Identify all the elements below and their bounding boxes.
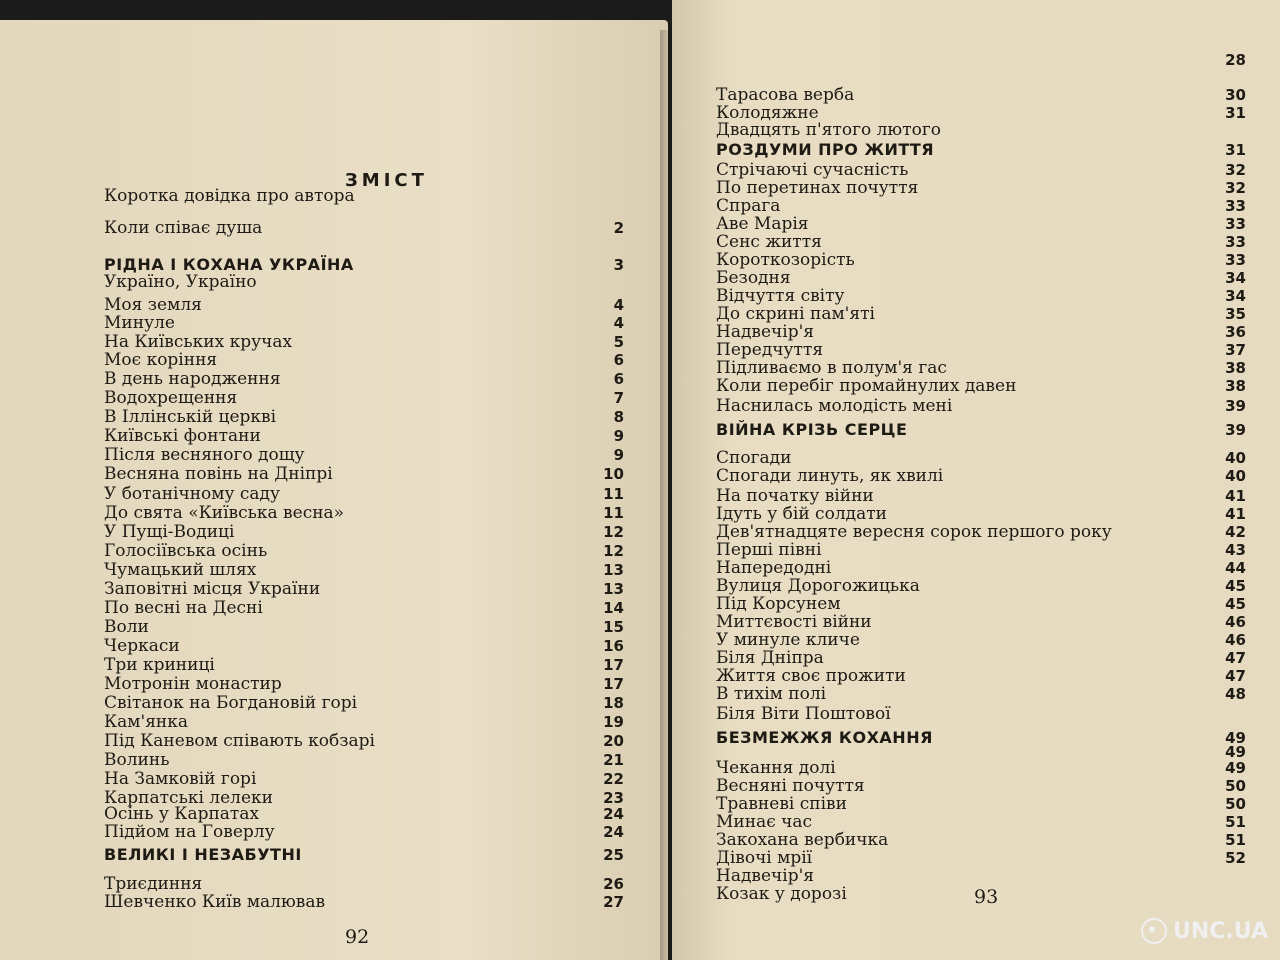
toc-entry [104, 369, 624, 389]
entry-title: Колодяжне [716, 103, 819, 123]
toc-entry [716, 576, 1246, 596]
entry-page-number: 40 [1225, 449, 1246, 467]
entry-title: Чумацький шлях [104, 560, 257, 580]
entry-page-number: 13 [603, 561, 624, 579]
toc-entry [104, 503, 624, 523]
toc-entry [104, 598, 624, 618]
toc-entry [716, 466, 1246, 486]
entry-page-number: 40 [1225, 467, 1246, 485]
toc-entry [716, 866, 1246, 886]
entry-page-number: 33 [1225, 251, 1246, 269]
entry-page-number: 6 [613, 370, 624, 388]
toc-entry [716, 268, 1246, 288]
entry-title: Минуле [104, 313, 175, 333]
entry-page-number: 33 [1225, 215, 1246, 233]
toc-entry [104, 218, 624, 238]
entry-page-number: 14 [603, 599, 624, 617]
entry-title: В тихім полі [716, 684, 827, 704]
entry-title: На Київських кручах [104, 332, 293, 352]
entry-page-number: 22 [603, 770, 624, 788]
entry-page-number: 45 [1225, 595, 1246, 613]
toc-entry [104, 892, 624, 912]
watermark [1141, 918, 1268, 944]
entry-title: Голосіївська осінь [104, 541, 268, 561]
entry-title: Життя своє прожити [716, 666, 906, 686]
entry-page-number: 27 [603, 893, 624, 911]
toc-entry [104, 186, 624, 206]
toc-entry [104, 579, 624, 599]
entry-page-number: 31 [1225, 104, 1246, 122]
entry-page-number: 32 [1225, 179, 1246, 197]
toc-entry [716, 376, 1246, 396]
entry-page-number: 37 [1225, 341, 1246, 359]
entry-title: Весняні почуття [716, 776, 865, 796]
entry-page-number: 25 [603, 846, 624, 864]
entry-title: Черкаси [104, 636, 180, 656]
toc-entry [716, 486, 1246, 506]
toc-entry [716, 322, 1246, 342]
entry-title: Аве Марія [716, 214, 809, 234]
entry-title: Сенс життя [716, 232, 822, 252]
toc-entry [716, 758, 1246, 778]
entry-page-number: 5 [613, 333, 624, 351]
toc-entry [716, 286, 1246, 306]
entry-page-number: 11 [603, 485, 624, 503]
entry-page-number: 17 [603, 675, 624, 693]
entry-page-number: 6 [613, 351, 624, 369]
entry-page-number: 44 [1225, 559, 1246, 577]
entry-page-number: 9 [613, 446, 624, 464]
toc-entry [716, 594, 1246, 614]
entry-page-number: 36 [1225, 323, 1246, 341]
toc-entry [104, 636, 624, 656]
entry-title: Карпатські лелеки [104, 788, 273, 808]
toc-entry [104, 769, 624, 789]
toc-entry [104, 407, 624, 427]
entry-title: Київські фонтани [104, 426, 261, 446]
toc-entry [716, 178, 1246, 198]
section-heading [716, 140, 1246, 160]
entry-title: Моя земля [104, 295, 202, 315]
toc-entry [104, 674, 624, 694]
entry-page-number: 30 [1225, 86, 1246, 104]
entry-title: Закохана вербичка [716, 830, 889, 850]
left-page-number: 92 [345, 926, 370, 948]
entry-page-number: 49 [1225, 759, 1246, 777]
toc-entry [716, 214, 1246, 234]
entry-title: Двадцять п'ятого лютого [716, 120, 942, 140]
entry-title: Весняна повінь на Дніпрі [104, 464, 333, 484]
toc-entry [716, 794, 1246, 814]
entry-page-number: 8 [613, 408, 624, 426]
entry-page-number: 47 [1225, 667, 1246, 685]
toc-entry [716, 232, 1246, 252]
entry-title: Травневі співи [716, 794, 847, 814]
entry-title: Воли [104, 617, 149, 637]
toc-entry [716, 666, 1246, 686]
toc-entry [716, 85, 1246, 105]
entry-title: Спрага [716, 196, 781, 216]
watermark-text: UNC.UA [1173, 918, 1268, 944]
entry-page-number: 18 [603, 694, 624, 712]
entry-page-number: 34 [1225, 269, 1246, 287]
entry-title: Минає час [716, 812, 813, 832]
entry-title: В день народження [104, 369, 281, 389]
entry-title: РІДНА І КОХАНА УКРАЇНА [104, 255, 354, 274]
entry-title: Напередодні [716, 558, 832, 578]
entry-page-number: 24 [603, 805, 624, 823]
entry-title: Біля Віти Поштової [716, 704, 891, 724]
entry-page-number: 15 [603, 618, 624, 636]
toc-entry [716, 50, 1246, 70]
toc-entry [104, 655, 624, 675]
entry-page-number: 21 [603, 751, 624, 769]
toc-entry [104, 560, 624, 580]
toc-entry [104, 426, 624, 446]
entry-title: Моє коріння [104, 350, 218, 370]
entry-title: ВІЙНА КРІЗЬ СЕРЦЕ [716, 420, 908, 439]
toc-entry [104, 295, 624, 315]
entry-page-number: 35 [1225, 305, 1246, 323]
entry-title: У минуле кличе [716, 630, 860, 650]
entry-page-number: 12 [603, 523, 624, 541]
toc-entry [716, 160, 1246, 180]
entry-title: На Замковій горі [104, 769, 257, 789]
entry-title: Україно, Україно [104, 272, 257, 292]
toc-entry [104, 484, 624, 504]
right-page-number: 93 [974, 886, 999, 908]
entry-title: Коротка довідка про автора [104, 186, 355, 206]
toc-entry [716, 558, 1246, 578]
entry-title: Миттєвості війни [716, 612, 872, 632]
entry-page-number: 45 [1225, 577, 1246, 595]
entry-page-number: 24 [603, 823, 624, 841]
entry-page-number: 20 [603, 732, 624, 750]
toc-entry [716, 522, 1246, 542]
entry-page-number: 4 [613, 314, 624, 332]
entry-page-number: 13 [603, 580, 624, 598]
entry-title: Під Каневом співають кобзарі [104, 731, 375, 751]
toc-entry [104, 874, 624, 894]
entry-page-number: 38 [1225, 377, 1246, 395]
entry-title: Три криниці [104, 655, 215, 675]
entry-page-number: 4 [613, 296, 624, 314]
entry-title: Короткозорість [716, 250, 855, 270]
entry-title: Дівочі мрії [716, 848, 813, 868]
entry-page-number: 47 [1225, 649, 1246, 667]
entry-title: Світанок на Богдановій горі [104, 693, 358, 713]
entry-page-number: 9 [613, 427, 624, 445]
toc-entry [104, 822, 624, 842]
entry-page-number: 50 [1225, 795, 1246, 813]
section-heading [716, 420, 1246, 440]
entry-page-number: 39 [1225, 397, 1246, 415]
toc-entry [104, 693, 624, 713]
toc-entry [716, 540, 1246, 560]
entry-title: На початку війни [716, 486, 874, 506]
entry-title: У Пущі-Водиці [104, 522, 235, 542]
entry-title: Підйом на Говерлу [104, 822, 275, 842]
left-page [0, 20, 668, 960]
entry-page-number: 33 [1225, 233, 1246, 251]
toc-entry [716, 120, 1246, 140]
entry-page-number: 51 [1225, 831, 1246, 849]
entry-title: Стрічаючі сучасність [716, 160, 909, 180]
entry-title: Наснилась молодість мені [716, 396, 953, 416]
contents-title: ЗМІСТ [345, 170, 428, 191]
toc-entry [104, 541, 624, 561]
entry-page-number: 49 [1225, 729, 1246, 747]
entry-title: Триєдиння [104, 874, 203, 894]
entry-title: Спогади [716, 448, 792, 468]
toc-entry [716, 612, 1246, 632]
entry-page-number: 28 [1225, 51, 1246, 69]
toc-entry [716, 776, 1246, 796]
toc-entry [104, 464, 624, 484]
entry-page-number: 34 [1225, 287, 1246, 305]
entry-title: У ботанічному саду [104, 484, 281, 504]
toc-entry [104, 617, 624, 637]
toc-entry [716, 630, 1246, 650]
entry-title: Вулиця Дорогожицька [716, 576, 920, 596]
entry-page-number: 26 [603, 875, 624, 893]
toc-entry [104, 522, 624, 542]
entry-title: Надвечір'я [716, 322, 815, 342]
toc-entry [716, 684, 1246, 704]
entry-title: Перші півні [716, 540, 822, 560]
entry-page-number: 46 [1225, 631, 1246, 649]
entry-page-number: 12 [603, 542, 624, 560]
section-heading [104, 845, 624, 865]
entry-title: Водохрещення [104, 388, 238, 408]
toc-entry [104, 350, 624, 370]
toc-entry [716, 396, 1246, 416]
entry-title: Кам'янка [104, 712, 189, 732]
entry-title: Шевченко Київ малював [104, 892, 326, 912]
toc-entry [716, 704, 1246, 724]
entry-title: БЕЗМЕЖЖЯ КОХАННЯ [716, 728, 933, 747]
toc-entry [104, 731, 624, 751]
entry-title: Чекання долі [716, 758, 836, 778]
toc-entry [716, 448, 1246, 468]
toc-entry [104, 445, 624, 465]
entry-page-number: 50 [1225, 777, 1246, 795]
entry-title: Біля Дніпра [716, 648, 824, 668]
entry-title: Осінь у Карпатах [104, 804, 260, 824]
entry-title: До скрині пам'яті [716, 304, 875, 324]
entry-page-number: 52 [1225, 849, 1246, 867]
toc-entry [716, 358, 1246, 378]
entry-page-number: 16 [603, 637, 624, 655]
toc-entry [104, 332, 624, 352]
entry-title: Після весняного дощу [104, 445, 305, 465]
entry-page-number: 42 [1225, 523, 1246, 541]
entry-page-number: 2 [613, 219, 624, 237]
entry-title: По весні на Десні [104, 598, 263, 618]
entry-title: РОЗДУМИ ПРО ЖИТТЯ [716, 140, 935, 159]
toc-entry [104, 750, 624, 770]
entry-title: Безодня [716, 268, 791, 288]
entry-page-number: 32 [1225, 161, 1246, 179]
entry-page-number: 31 [1225, 141, 1246, 159]
entry-page-number: 51 [1225, 813, 1246, 831]
entry-title: До свята «Київська весна» [104, 503, 345, 523]
entry-page-number: 49 [1225, 743, 1246, 761]
toc-entry [716, 830, 1246, 850]
entry-title: Відчуття світу [716, 286, 845, 306]
entry-page-number: 48 [1225, 685, 1246, 703]
toc-entry [104, 712, 624, 732]
entry-title: ВЕЛИКІ І НЕЗАБУТНІ [104, 845, 302, 864]
entry-page-number: 3 [613, 256, 624, 274]
entry-title: Волинь [104, 750, 170, 770]
entry-page-number: 10 [603, 465, 624, 483]
toc-entry [716, 196, 1246, 216]
toc-entry [104, 272, 624, 292]
entry-title: Заповітні місця України [104, 579, 321, 599]
toc-entry [104, 388, 624, 408]
entry-page-number: 33 [1225, 197, 1246, 215]
entry-title: Дев'ятнадцяте вересня сорок першого року [716, 522, 1112, 542]
entry-page-number: 23 [603, 789, 624, 807]
right-page [672, 0, 1280, 960]
entry-title: Ідуть у бій солдати [716, 504, 887, 524]
entry-page-number: 17 [603, 656, 624, 674]
entry-page-number: 43 [1225, 541, 1246, 559]
entry-page-number: 19 [603, 713, 624, 731]
entry-title: По перетинах почуття [716, 178, 919, 198]
entry-page-number: 11 [603, 504, 624, 522]
entry-page-number: 7 [613, 389, 624, 407]
toc-entry [716, 848, 1246, 868]
entry-title: Коли співає душа [104, 218, 263, 238]
toc-entry [716, 648, 1246, 668]
toc-entry [716, 812, 1246, 832]
toc-entry [104, 313, 624, 333]
toc-entry [716, 504, 1246, 524]
entry-title: Під Корсунем [716, 594, 841, 614]
entry-page-number: 41 [1225, 487, 1246, 505]
entry-title: В Іллінській церкві [104, 407, 277, 427]
entry-page-number: 41 [1225, 505, 1246, 523]
entry-title: Надвечір'я [716, 866, 815, 886]
toc-entry [716, 304, 1246, 324]
entry-page-number: 39 [1225, 421, 1246, 439]
toc-entry [716, 340, 1246, 360]
entry-title: Тарасова верба [716, 85, 855, 105]
entry-title: Коли перебіг промайнулих давен [716, 376, 1017, 396]
entry-page-number: 46 [1225, 613, 1246, 631]
star-burst-icon [1141, 918, 1167, 944]
entry-title: Мотронін монастир [104, 674, 282, 694]
entry-title: Підливаємо в полум'я гас [716, 358, 947, 378]
entry-page-number: 38 [1225, 359, 1246, 377]
entry-title: Передчуття [716, 340, 824, 360]
toc-entry [716, 250, 1246, 270]
entry-title: Спогади линуть, як хвилі [716, 466, 944, 486]
toc-entry [104, 804, 624, 824]
entry-title: Козак у дорозі [716, 884, 847, 904]
